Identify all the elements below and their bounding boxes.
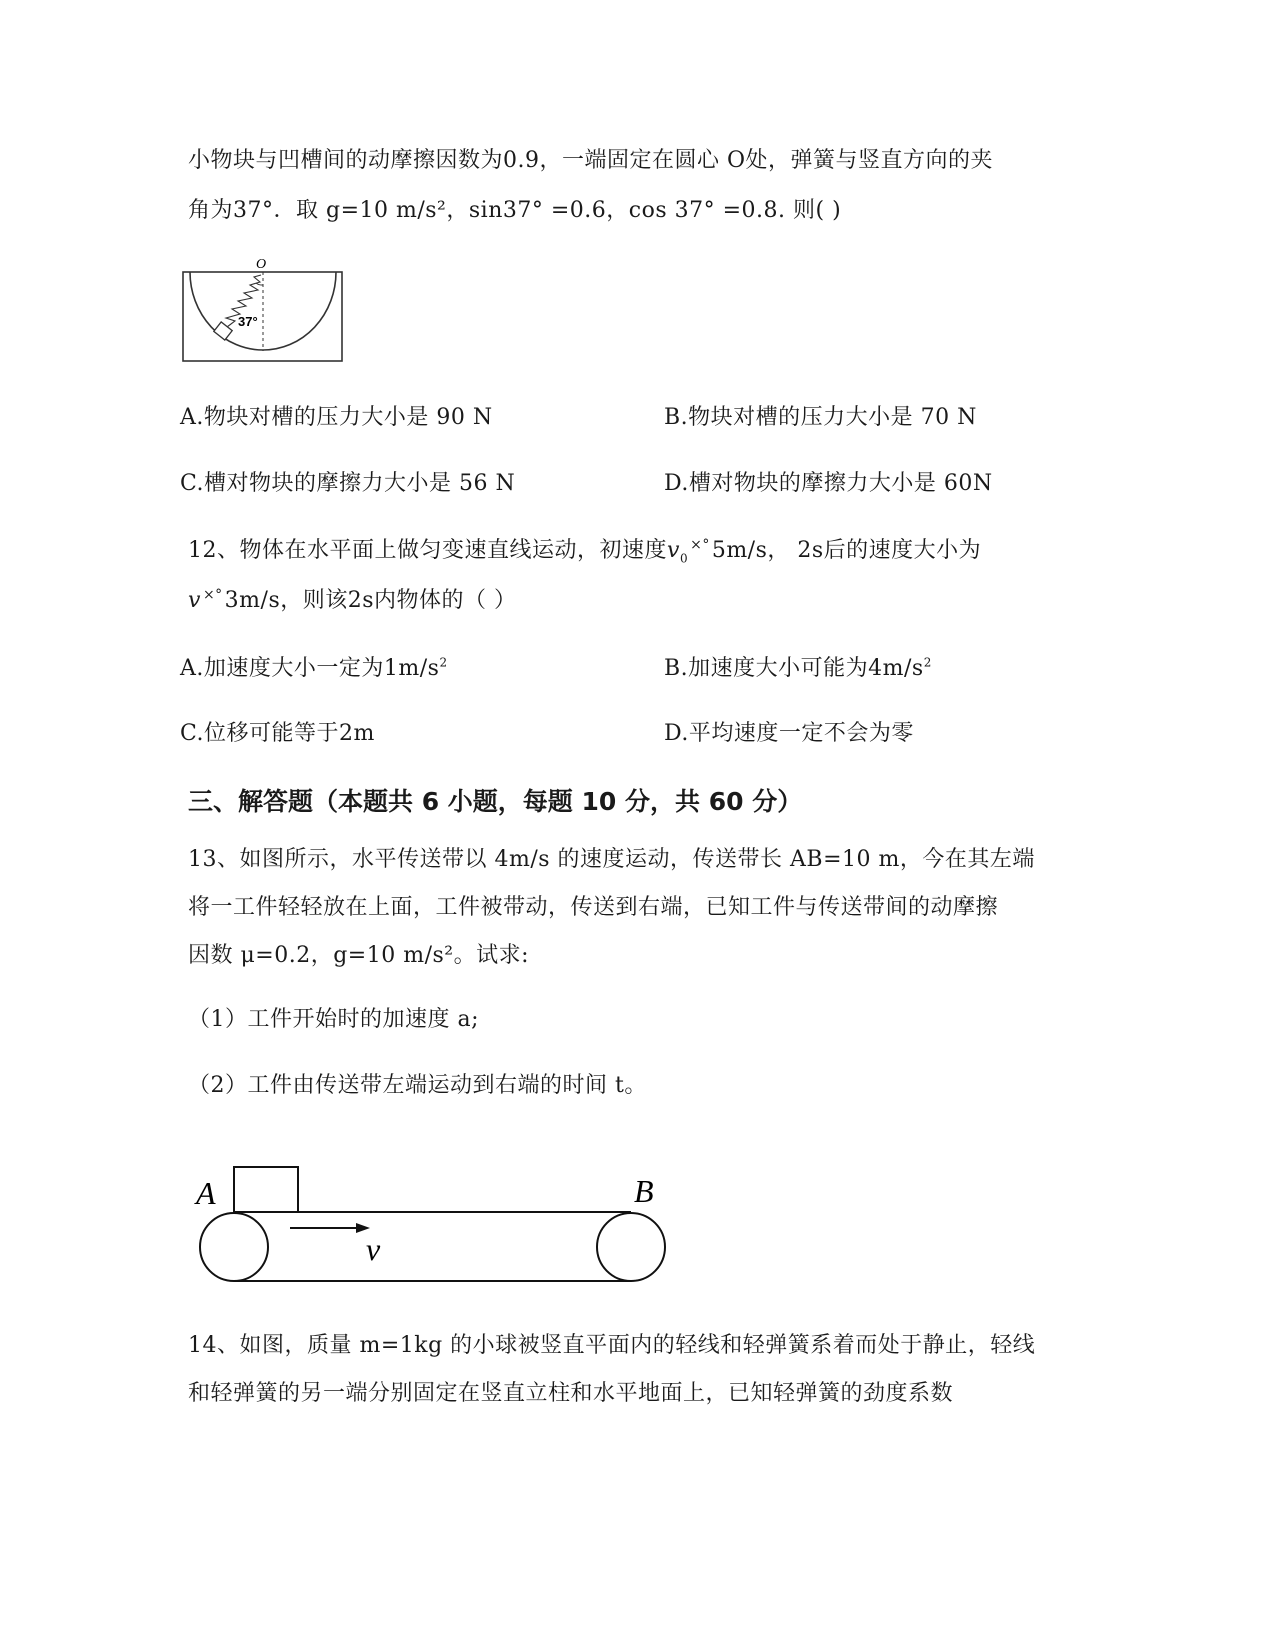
q12-v0-symbol: v (667, 538, 680, 563)
conveyor-belt-figure (190, 1160, 680, 1290)
q11-option-c: C.槽对物块的摩擦力大小是 56 N (180, 471, 516, 496)
q12-v0-value: 5m/s， 2s后的速度大小为 (711, 538, 982, 563)
workpiece-box (234, 1167, 298, 1212)
q12-stem-line2 (188, 583, 517, 614)
q11-option-b: B.物块对槽的压力大小是 70 N (664, 405, 977, 430)
conveyor-label-B: B (634, 1173, 654, 1209)
section-heading: 三、解答题（本题共 6 小题，每题 10 分，共 60 分） (188, 787, 803, 816)
q12-option-a-text: A.加速度大小一定为1m/s (180, 656, 440, 681)
figure-label-O: O (256, 257, 267, 272)
q12-number: 12、 (188, 538, 240, 563)
q14-line1: 14、如图，质量 m=1kg 的小球被竖直平面内的轻线和轻弹簧系着而处于静止，轻线 (188, 1333, 1036, 1358)
equals-glyph: ×° (202, 586, 223, 603)
q11-groove-figure (180, 255, 350, 365)
angle-arc (256, 283, 263, 285)
q13-line3: 因数 μ=0.2，g=10 m/s²。试求: (188, 943, 530, 968)
q11-option-a: A.物块对槽的压力大小是 90 N (180, 405, 493, 430)
figure-label-angle: 37° (238, 314, 258, 329)
conveyor-label-A: A (196, 1175, 216, 1211)
q12-v-symbol: v (188, 588, 201, 613)
q12-stem-line1 (188, 533, 981, 564)
q12-option-c: C.位移可能等于2m (180, 721, 375, 746)
q11-option-d: D.槽对物块的摩擦力大小是 60N (664, 471, 993, 496)
q11-stem-line2: 角为37°．取 g=10 m/s²，sin37° =0.6，cos 37° =0.8. 则( ) (188, 198, 842, 223)
left-roller (200, 1213, 268, 1281)
q12-stem-part1: 物体在水平面上做匀变速直线运动，初速度 (239, 538, 668, 563)
q12-option-b (664, 651, 932, 682)
q13-line2: 将一工件轻轻放在上面，工件被带动，传送到右端，已知工件与传送带间的动摩擦 (188, 895, 999, 920)
q14-line2: 和轻弹簧的另一端分别固定在竖直立柱和水平地面上，已知轻弹簧的劲度系数 (188, 1381, 954, 1406)
q12-v0-subscript: 0 (679, 551, 689, 566)
q12-option-b-text: B.加速度大小可能为4m/s (664, 656, 924, 681)
equals-glyph: ×° (690, 536, 710, 553)
q12-option-d: D.平均速度一定不会为零 (664, 721, 914, 746)
right-roller (597, 1213, 665, 1281)
q13-sub2: （2）工件由传送带左端运动到右端的时间 t。 (188, 1073, 647, 1098)
q12-v-value: 3m/s，则该2s内物体的（ ） (224, 588, 517, 613)
q12-option-b-sup: 2 (923, 655, 932, 670)
conveyor-label-v: v (366, 1231, 381, 1267)
q13-line1: 13、如图所示，水平传送带以 4m/s 的速度运动，传送带长 AB=10 m，今在其左端 (188, 847, 1035, 872)
q11-stem-line1: 小物块与凹槽间的动摩擦因数为0.9，一端固定在圆心 O处，弹簧与竖直方向的夹 (188, 148, 994, 173)
q13-sub1: （1）工件开始时的加速度 a; (188, 1007, 480, 1032)
q12-option-a-sup: 2 (439, 655, 448, 670)
q12-option-a (180, 651, 448, 682)
